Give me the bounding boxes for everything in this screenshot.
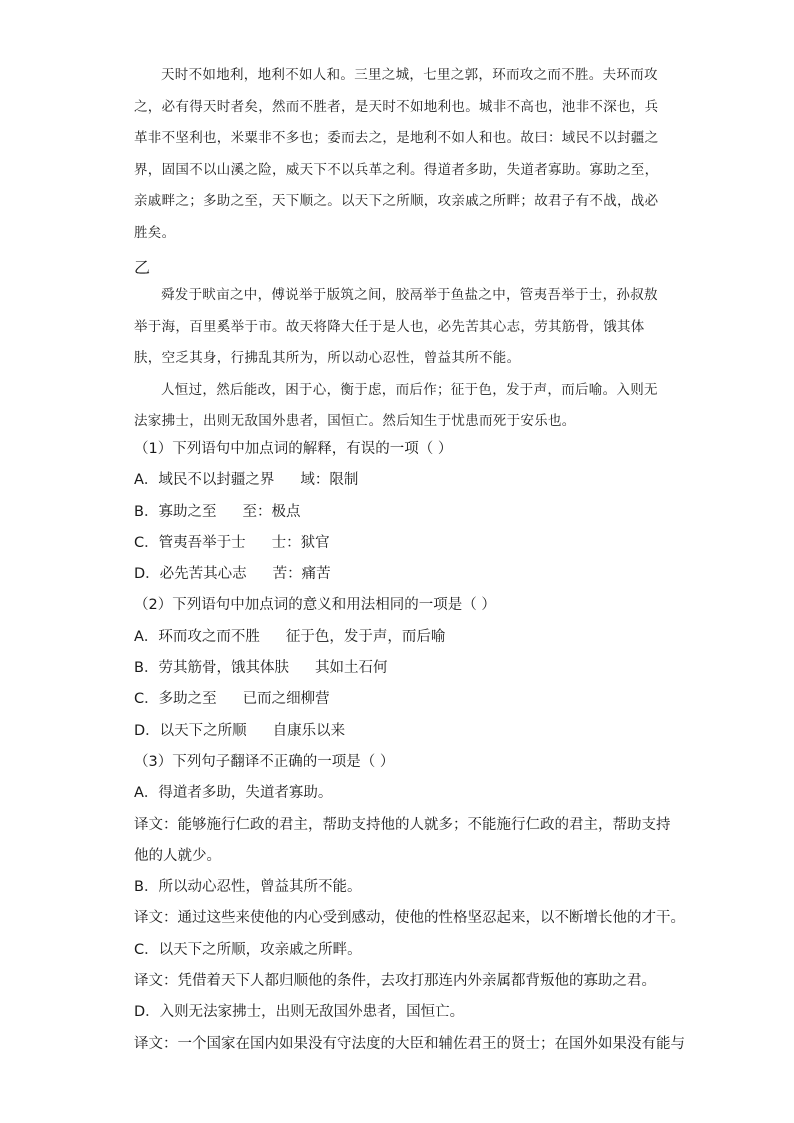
option-note: 其如土石何 xyxy=(314,660,388,677)
option-text: B．劳其筋骨，饿其体肤 xyxy=(134,660,289,677)
option-note: 士：狱官 xyxy=(271,534,330,551)
option-note: 征于色，发于声，而后喻 xyxy=(285,628,446,645)
question-3-stem: （3）下列句子翻译不正确的一项是（ ） xyxy=(134,753,395,770)
passage-jia xyxy=(134,60,664,249)
question-2-option-d xyxy=(134,716,674,747)
option-text: B．寡助之至 xyxy=(134,503,217,520)
option-text: A．域民不以封疆之界 xyxy=(134,472,275,489)
question-1-option-b xyxy=(134,497,674,528)
question-3-option-d: D．入则无法家拂士，出则无敌国外患者，国恒亡。 xyxy=(134,1004,465,1021)
questions-block xyxy=(134,434,685,1060)
option-text: D．以天下之所顺 xyxy=(134,722,247,739)
option-note: 已而之细柳营 xyxy=(242,691,330,708)
question-2-option-c xyxy=(134,684,674,715)
question-3-translation-a: 译文：能够施行仁政的君主，帮助支持他的人就多；不能施行仁政的君主，帮助支持他的人就少。 xyxy=(134,816,671,864)
question-1-option-a xyxy=(134,465,674,496)
question-1-option-c xyxy=(134,528,674,559)
question-2-option-a xyxy=(134,622,674,653)
section-label-yi: 乙 xyxy=(134,258,151,277)
question-1-stem: （1）下列语句中加点词的解释，有误的一项（ ） xyxy=(134,441,453,457)
passage-yi-paragraph-2: 人恒过，然后能改，困于心，衡于虑，而后作；征于色，发于声，而后喻。入则无法家拂士，出则无敌国外患者，国恒亡。然后知生于忧患而死于安乐也。 xyxy=(134,381,658,429)
question-2-option-b xyxy=(134,653,674,684)
question-3-option-a: A．得道者多助，失道者寡助。 xyxy=(134,785,333,802)
option-note: 至：极点 xyxy=(242,503,301,520)
option-text: C．管夷吾举于士 xyxy=(134,534,246,551)
option-note: 域：限制 xyxy=(300,472,359,489)
passage-yi xyxy=(134,280,664,438)
question-2-stem: （2）下列语句中加点词的意义和用法相同的一项是（ ） xyxy=(134,597,496,614)
passage-jia-paragraph: 天时不如地利，地利不如人和。三里之城，七里之郭，环而攻之而不胜。夫环而攻之，必有得天时者矣，然而不胜者，是天时不如地利也。城非不高也，池非不深也，兵革非不坚利也，米粟非不多也；委而去之，是地利不如人和也。故曰：域民不以封疆之界，固国不以山溪之险，威天下不以兵革之利。得道者多助，失道者寡助。寡助之至，亲戚畔之；多助之至，天下顺之。以天下之所顺，攻亲戚之所畔；故君子有不战，战必胜矣。 xyxy=(134,67,659,241)
option-note: 自康乐以来 xyxy=(272,722,346,739)
question-3-option-b: B．所以动心忍性，曾益其所不能。 xyxy=(134,879,362,896)
question-3-translation-c: 译文：凭借着天下人都归顺他的条件，去攻打那连内外亲属都背叛他的寡助之君。 xyxy=(134,973,656,990)
option-text: D．必先苦其心志 xyxy=(134,566,247,583)
passage-yi-paragraph-1: 舜发于畎亩之中，傅说举于版筑之间，胶鬲举于鱼盐之中，管夷吾举于士，孙叔敖举于海，百里奚举于市。故天将降大任于是人也，必先苦其心志，劳其筋骨，饿其体肤，空乏其身，行拂乱其所为，所以动心忍性，曾益其所不能。 xyxy=(134,287,658,366)
question-1-option-d xyxy=(134,559,674,590)
question-3-translation-b: 译文：通过这些来使他的内心受到感动，使他的性格坚忍起来，以不断增长他的才干。 xyxy=(134,910,685,927)
option-note: 苦：痛苦 xyxy=(272,566,331,583)
option-text: C．多助之至 xyxy=(134,691,217,708)
option-text: A．环而攻之而不胜 xyxy=(134,628,260,645)
question-3-translation-d: 译文：一个国家在国内如果没有守法度的大臣和辅佐君王的贤士；在国外如果没有能与 xyxy=(134,1035,685,1052)
question-3-option-c: C．以天下之所顺，攻亲戚之所畔。 xyxy=(134,941,362,958)
